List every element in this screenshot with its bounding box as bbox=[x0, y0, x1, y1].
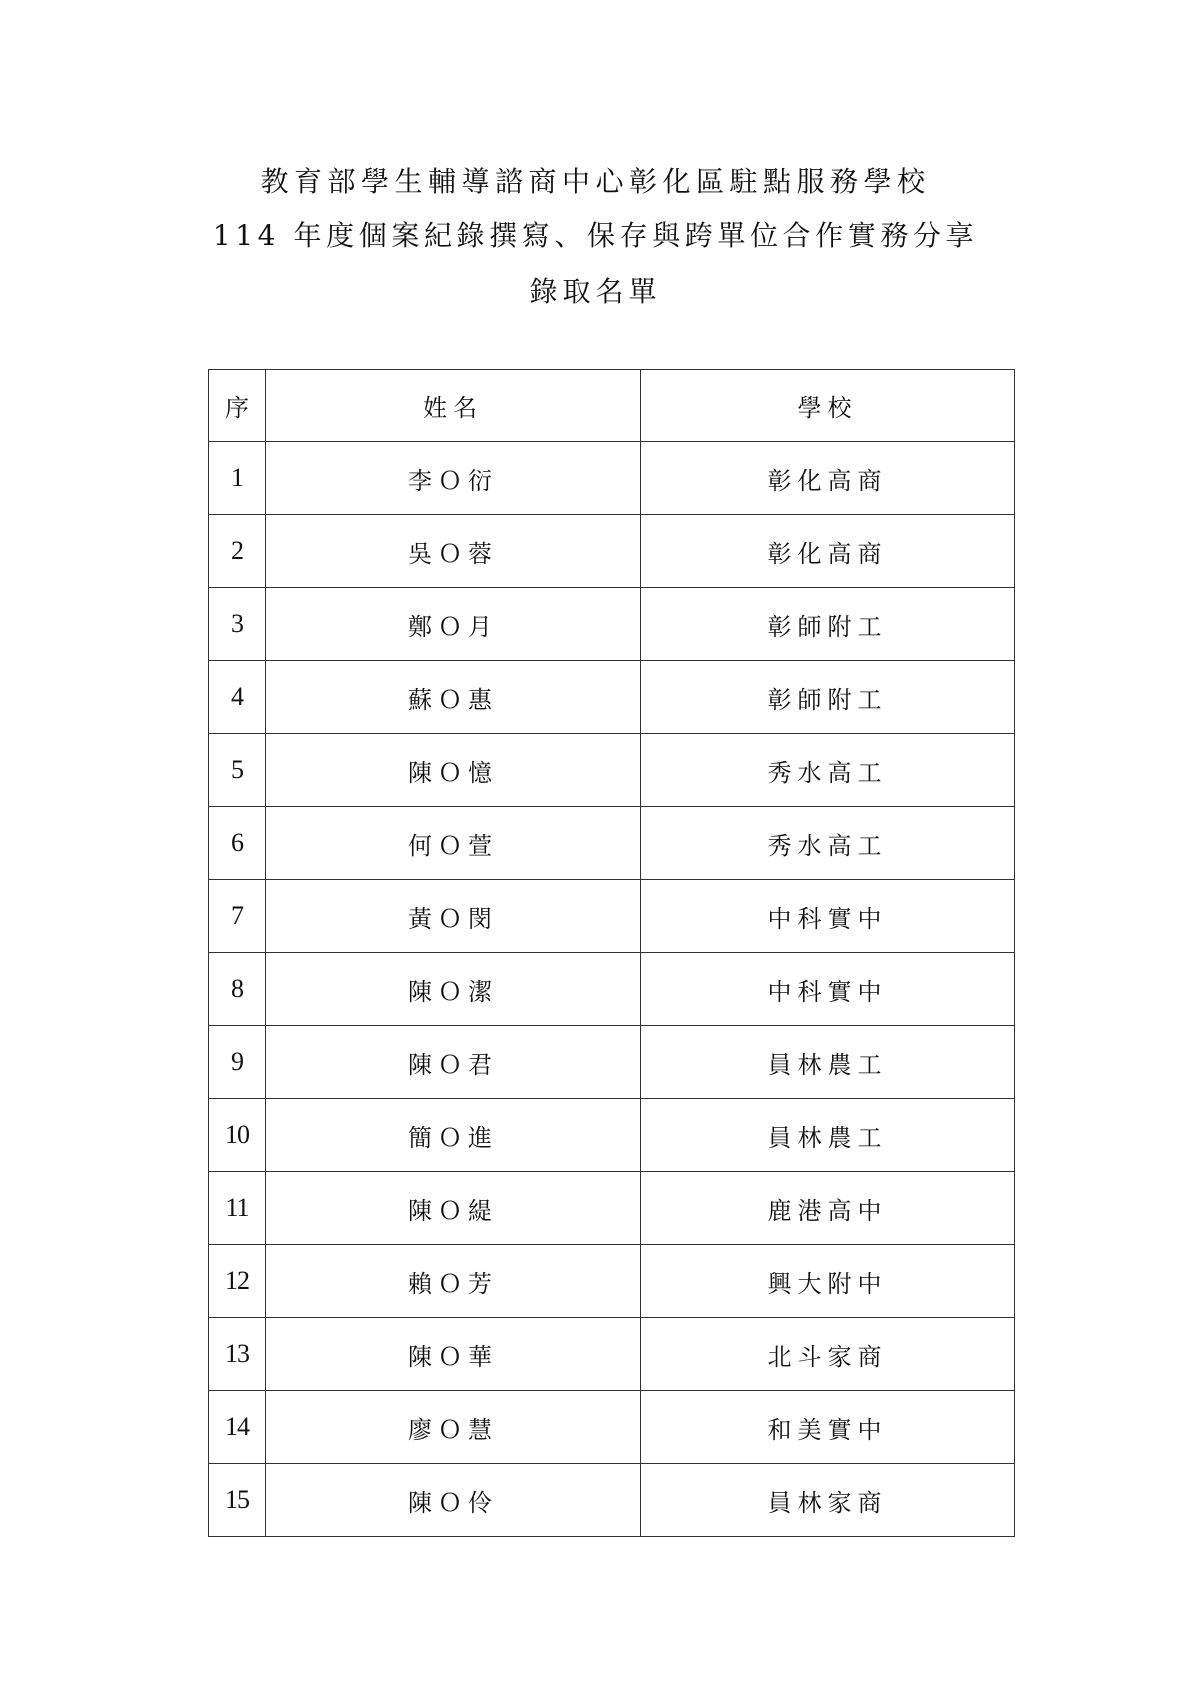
row-name: 何Ｏ萱 bbox=[266, 807, 641, 880]
row-school: 彰化高商 bbox=[641, 515, 1015, 588]
row-school: 秀水高工 bbox=[641, 734, 1015, 807]
table-row bbox=[209, 515, 1015, 588]
table-row bbox=[209, 661, 1015, 734]
row-number: 4 bbox=[209, 661, 266, 734]
table-row bbox=[209, 807, 1015, 880]
row-school: 彰師附工 bbox=[641, 661, 1015, 734]
row-school: 北斗家商 bbox=[641, 1318, 1015, 1391]
row-number: 14 bbox=[209, 1391, 266, 1464]
row-name: 吳Ｏ蓉 bbox=[266, 515, 641, 588]
table-row bbox=[209, 1172, 1015, 1245]
row-school: 和美實中 bbox=[641, 1391, 1015, 1464]
row-number: 12 bbox=[209, 1245, 266, 1318]
title-line-event: 114 年度個案紀錄撰寫、保存與跨單位合作實務分享 bbox=[212, 219, 979, 252]
table-row bbox=[209, 442, 1015, 515]
title-line-list-name: 錄取名單 bbox=[529, 275, 662, 308]
row-name: 陳Ｏ君 bbox=[266, 1026, 641, 1099]
row-name: 陳Ｏ伶 bbox=[266, 1464, 641, 1537]
row-school: 鹿港高中 bbox=[641, 1172, 1015, 1245]
table-row bbox=[209, 734, 1015, 807]
table-row bbox=[209, 953, 1015, 1026]
row-number: 9 bbox=[209, 1026, 266, 1099]
column-header-number: 序 bbox=[209, 370, 266, 442]
row-name: 陳Ｏ憶 bbox=[266, 734, 641, 807]
table-row bbox=[209, 1099, 1015, 1172]
row-number: 13 bbox=[209, 1318, 266, 1391]
row-name: 廖Ｏ慧 bbox=[266, 1391, 641, 1464]
row-number: 5 bbox=[209, 734, 266, 807]
row-school: 員林家商 bbox=[641, 1464, 1015, 1537]
column-header-school: 學校 bbox=[641, 370, 1015, 442]
row-name: 蘇Ｏ惠 bbox=[266, 661, 641, 734]
row-number: 11 bbox=[209, 1172, 266, 1245]
table-row bbox=[209, 588, 1015, 661]
table-header-row bbox=[209, 370, 1015, 442]
row-school: 秀水高工 bbox=[641, 807, 1015, 880]
row-school: 興大附中 bbox=[641, 1245, 1015, 1318]
row-number: 10 bbox=[209, 1099, 266, 1172]
row-school: 中科實中 bbox=[641, 880, 1015, 953]
row-number: 2 bbox=[209, 515, 266, 588]
table-row bbox=[209, 1026, 1015, 1099]
admission-list-table bbox=[208, 369, 1015, 1537]
row-name: 陳Ｏ潔 bbox=[266, 953, 641, 1026]
row-name: 陳Ｏ華 bbox=[266, 1318, 641, 1391]
row-school: 中科實中 bbox=[641, 953, 1015, 1026]
row-number: 15 bbox=[209, 1464, 266, 1537]
row-school: 員林農工 bbox=[641, 1026, 1015, 1099]
row-school: 彰師附工 bbox=[641, 588, 1015, 661]
table-row bbox=[209, 1245, 1015, 1318]
table-row bbox=[209, 1464, 1015, 1537]
row-name: 鄭Ｏ月 bbox=[266, 588, 641, 661]
row-name: 簡Ｏ進 bbox=[266, 1099, 641, 1172]
row-name: 黃Ｏ閔 bbox=[266, 880, 641, 953]
table-row bbox=[209, 880, 1015, 953]
column-header-name: 姓名 bbox=[266, 370, 641, 442]
row-name: 陳Ｏ緹 bbox=[266, 1172, 641, 1245]
row-school: 彰化高商 bbox=[641, 442, 1015, 515]
row-number: 8 bbox=[209, 953, 266, 1026]
title-line-organization: 教育部學生輔導諮商中心彰化區駐點服務學校 bbox=[260, 165, 931, 198]
row-name: 李Ｏ衍 bbox=[266, 442, 641, 515]
table-row bbox=[209, 1391, 1015, 1464]
row-school: 員林農工 bbox=[641, 1099, 1015, 1172]
row-number: 6 bbox=[209, 807, 266, 880]
table-row bbox=[209, 1318, 1015, 1391]
row-number: 3 bbox=[209, 588, 266, 661]
row-number: 1 bbox=[209, 442, 266, 515]
row-name: 賴Ｏ芳 bbox=[266, 1245, 641, 1318]
row-number: 7 bbox=[209, 880, 266, 953]
